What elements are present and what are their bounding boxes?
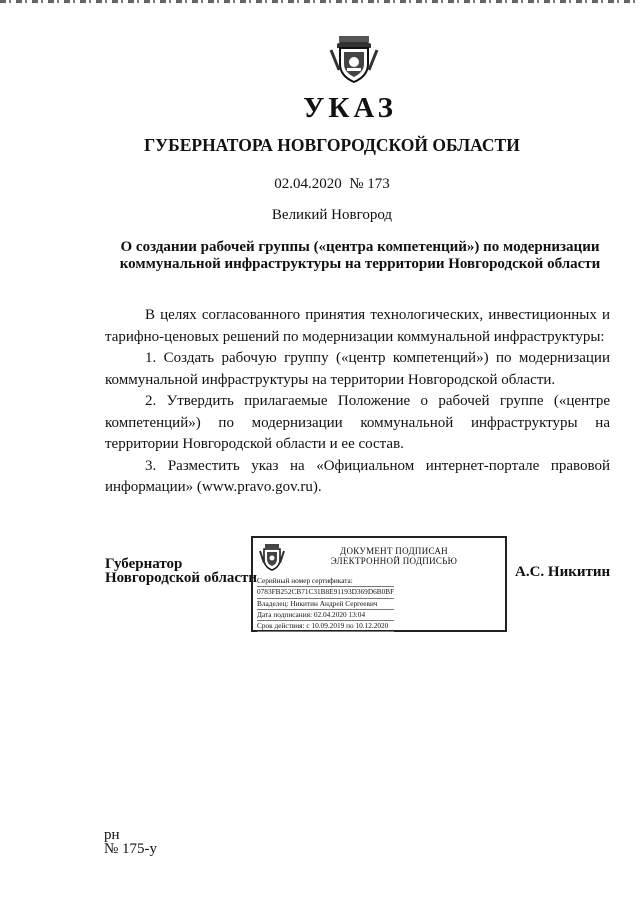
coat-of-arms-icon xyxy=(327,30,381,84)
stamp-details xyxy=(257,576,394,632)
stamp-header-line: ЭЛЕКТРОННОЙ ПОДПИСЬЮ xyxy=(330,556,458,566)
stamp-header xyxy=(289,546,499,566)
signer-position-line: Новгородской области xyxy=(105,570,258,586)
coat-of-arms-icon xyxy=(258,542,286,572)
stamp-sign-date: Дата подписания: 02.04.2020 13:04 xyxy=(257,610,394,621)
footer-number: № 175-у xyxy=(104,841,158,857)
document-number: № 173 xyxy=(349,176,390,192)
signer-position-line: Губернатор xyxy=(105,556,183,572)
stamp-header-line: ДОКУМЕНТ ПОДПИСАН xyxy=(340,546,448,556)
body-paragraph: 1. Создать рабочую группу («центр компетенций») по модернизации коммунальной инфраструктуры на территории Новгородской области. xyxy=(105,350,610,388)
heading-line: коммунальной инфраструктуры на территории Новгородской области xyxy=(119,256,601,272)
stamp-serial-value: 0783FB252CB71C31B8E91193D369D6B0BF xyxy=(257,587,394,598)
stamp-validity: Срок действия: с 10.09.2019 по 10.12.2020 xyxy=(257,621,394,632)
heading-line: О создании рабочей группы («центра компетенций») по модернизации xyxy=(120,239,600,255)
scan-artifact xyxy=(0,0,640,3)
date-number-line xyxy=(12,176,640,193)
stamp-owner: Владелец: Никитин Андрей Сергеевич xyxy=(257,599,394,610)
body-paragraph: 3. Разместить указ на «Официальном интернет-портале правовой информации» (www.pravo.gov.ru). xyxy=(105,457,610,495)
document-subtitle: ГУБЕРНАТОРА НОВГОРОДСКОЙ ОБЛАСТИ xyxy=(144,135,520,155)
document-body xyxy=(105,305,610,499)
body-paragraph: 2. Утвердить прилагаемые Положение о рабочей группе («центре компетенций») по модернизации коммунальной инфраструктуры на территории Новгородской области и ее состав. xyxy=(105,393,610,452)
signer-position xyxy=(105,557,257,585)
document-heading xyxy=(100,239,620,273)
footer-initials: рн xyxy=(104,827,120,843)
document-title: УКАЗ xyxy=(303,92,397,124)
document-footer xyxy=(104,828,157,856)
electronic-signature-stamp xyxy=(251,536,507,632)
body-paragraph: В целях согласованного принятия технологических, инвестиционных и тарифно-ценовых решений по модернизации коммунальной инфраструктуры: xyxy=(105,307,610,345)
signer-name: А.С. Никитин xyxy=(515,564,611,580)
stamp-serial-label: Серийный номер сертификата: xyxy=(257,576,394,587)
document-date: 02.04.2020 xyxy=(274,176,342,192)
document-city: Великий Новгород xyxy=(271,207,393,223)
